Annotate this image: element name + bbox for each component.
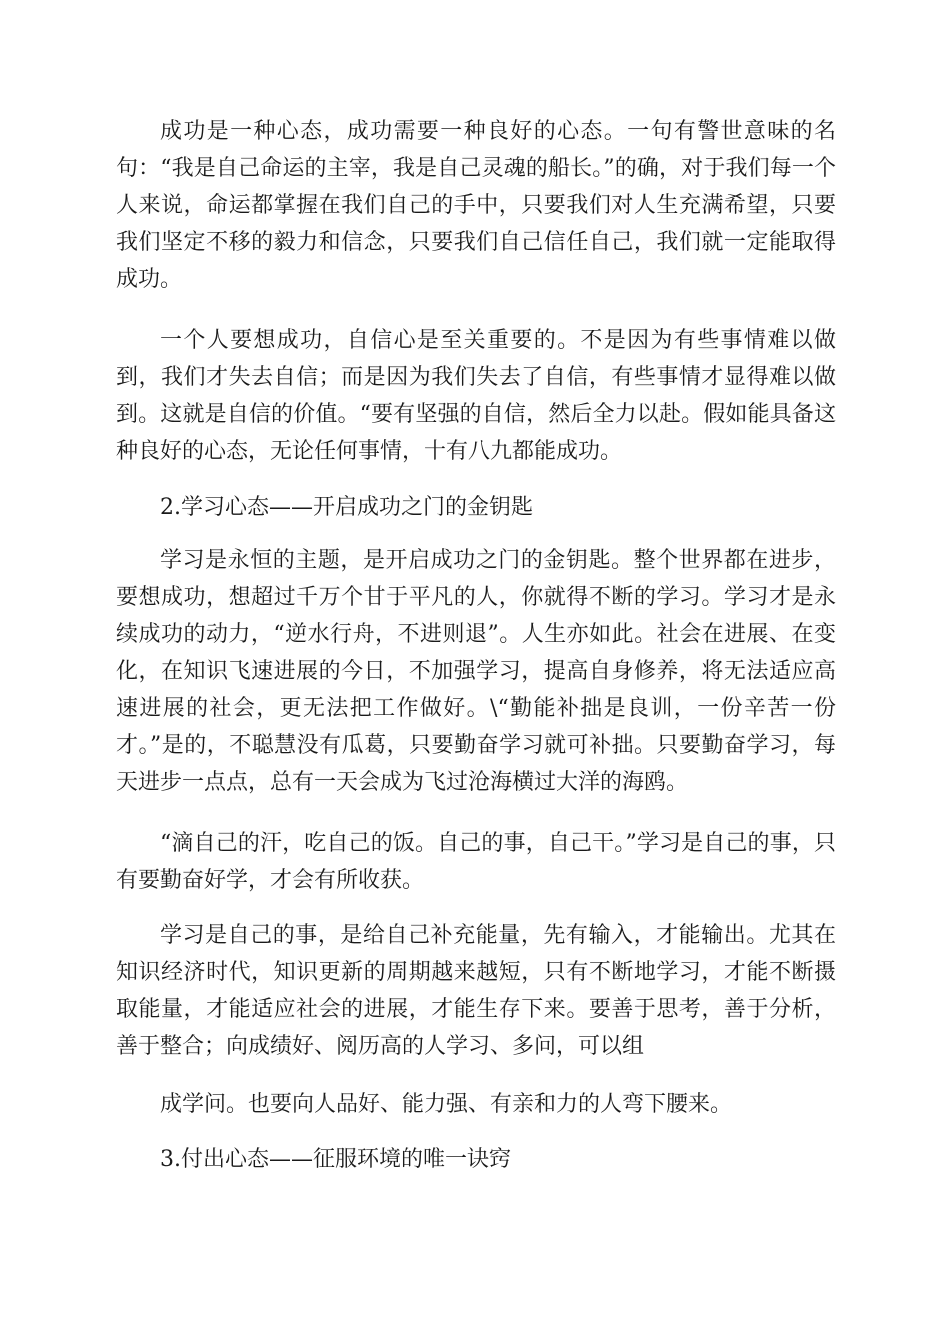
paragraph-own-sweat: “滴自己的汗，吃自己的饭。自己的事，自己干。”学习是自己的事，只有要勤奋好学，才会有所收获。 <box>116 831 836 893</box>
paragraph-success-mindset: 成功是一种心态，成功需要一种良好的心态。一句有警世意味的名句：“我是自己命运的主宰，我是自己灵魂的船长。”的确，对于我们每一个人来说，命运都掌握在我们自己的手中，只要我们对人生充满希望，只要我们坚定不移的毅力和信念，只要我们自己信任自己，我们就一定能取得成功。 <box>116 119 836 292</box>
paragraph-learning-is-own-business: 学习是自己的事，是给自己补充能量，先有输入，才能输出。尤其在知识经济时代，知识更新的周期越来越短，只有不断地学习，才能不断摄取能量，才能适应社会的进展，才能生存下来。要善于思考，善于分析，善于整合；向成绩好、阅历高的人学习、多问，可以组 <box>116 923 836 1059</box>
paragraph-self-confidence: 一个人要想成功，自信心是至关重要的。不是因为有些事情难以做到，我们才失去自信；而是因为我们失去了自信，有些事情才显得难以做到。这就是自信的价值。“要有坚强的自信，然后全力以赴。假如能具备这种良好的心态，无论任何事情，十有八九都能成功。 <box>116 328 836 464</box>
section-heading-learning-mindset: 2.学习心态——开启成功之门的金钥匙 <box>160 495 533 520</box>
section-heading-giving-mindset: 3.付出心态——征服环境的唯一诀窍 <box>160 1147 511 1172</box>
paragraph-learning-eternal-theme: 学习是永恒的主题，是开启成功之门的金钥匙。整个世界都在进步，要想成功，想超过千万个甘于平凡的人，你就得不断的学习。学习才是永续成功的动力，“逆水行舟，不进则退”。人生亦如此。社会在进展、在变化，在知识飞速进展的今日，不加强学习，提高自身修养，将无法适应高速进展的社会，更无法把工作做好。\“勤能补拙是良训，一份辛苦一份才。”是的，不聪慧没有瓜葛，只要勤奋学习就可补拙。只要勤奋学习，每天进步一点点，总有一天会成为飞过沧海横过大洋的海鸥。 <box>116 548 836 795</box>
paragraph-continuation: 成学问。也要向人品好、能力强、有亲和力的人弯下腰来。 <box>160 1092 733 1117</box>
